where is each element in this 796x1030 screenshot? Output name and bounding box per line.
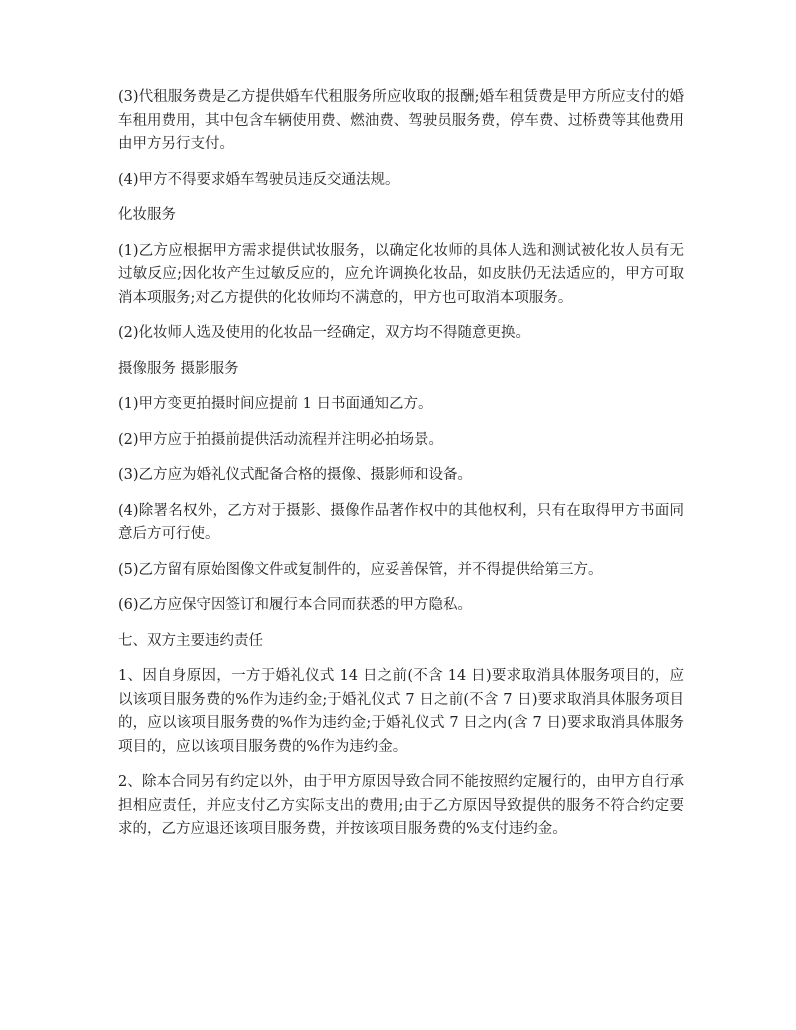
paragraph-makeup-trial: (1)乙方应根据甲方需求提供试妆服务，以确定化妆师的具体人选和测试被化妆人员有无过敏反应;因化妆产生过敏反应的，应允许调换化妆品，如皮肤仍无法适应的，甲方可取消本项服务;对乙方提供的化妆师均不满意的，甲方也可取消本项服务。 bbox=[118, 242, 684, 306]
paragraph-copyright: (4)除署名权外，乙方对于摄影、摄像作品著作权中的其他权利，只有在取得甲方书面同意后方可行使。 bbox=[118, 502, 684, 542]
paragraph-car-rental-fee: (3)代租服务费是乙方提供婚车代租服务所应收取的报酬;婚车租赁费是甲方所应支付的婚车租用费用，其中包含车辆使用费、燃油费、驾驶员服务费，停车费、过桥费等其他费用由甲方另行支付。 bbox=[118, 89, 684, 152]
paragraph-original-files: (5)乙方留有原始图像文件或复制件的，应妥善保管，并不得提供给第三方。 bbox=[118, 561, 603, 578]
paragraph-cancellation-penalty: 1、因自身原因，一方于婚礼仪式 14 日之前(不含 14 日)要求取消具体服务项目的，应以该项目服务费的%作为违约金;于婚礼仪式 7 日之前(不含 7 日)要求取消具体服务项目的，应以该项目服务费的%作为违约金;于婚礼仪式 7 日之内(含 7 日)要求取消具体服务项目的，应以该项目服务费的%作为违约金。 bbox=[118, 668, 684, 755]
paragraph-equipment: (3)乙方应为婚礼仪式配备合格的摄像、摄影师和设备。 bbox=[118, 467, 473, 483]
paragraph-event-flow: (2)甲方应于拍摄前提供活动流程并注明必拍场景。 bbox=[118, 431, 444, 448]
document-page bbox=[118, 86, 684, 854]
section-heading-makeup: 化妆服务 bbox=[118, 207, 176, 223]
paragraph-traffic-rules: (4)甲方不得要求婚车驾驶员违反交通法规。 bbox=[118, 171, 400, 188]
paragraph-breach-liability: 2、除本合同另有约定以外，由于甲方原因导致合同不能按照约定履行的，由甲方自行承担相应责任，并应支付乙方实际支出的费用;由于乙方原因导致提供的服务不符合约定要求的，乙方应退还该项目服务费，并按该项目服务费的%支付违约金。 bbox=[118, 774, 684, 837]
paragraph-privacy: (6)乙方应保守因签订和履行本合同而获悉的甲方隐私。 bbox=[118, 597, 473, 613]
section-heading-photo-video: 摄像服务 摄影服务 bbox=[118, 360, 239, 377]
paragraph-makeup-fixed: (2)化妆师人选及使用的化妆品一经确定，双方均不得随意更换。 bbox=[118, 325, 531, 341]
paragraph-schedule-change: (1)甲方变更拍摄时间应提前 1 日书面通知乙方。 bbox=[118, 396, 433, 412]
section-heading-liability: 七、双方主要违约责任 bbox=[118, 632, 263, 649]
